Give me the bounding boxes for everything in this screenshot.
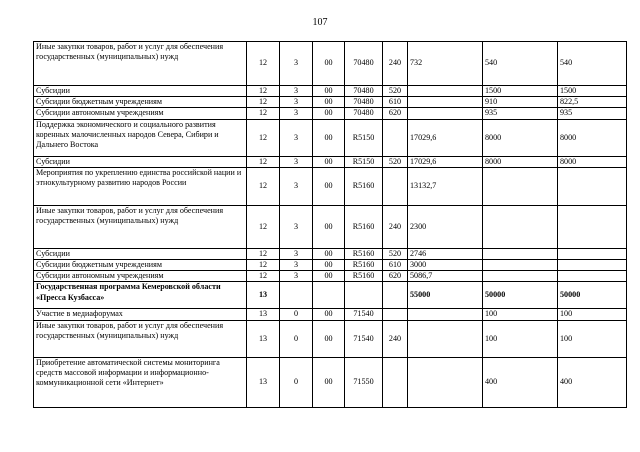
amount-year-1: 2746 [408, 248, 483, 259]
program-code: 00 [313, 309, 345, 320]
amount-year-2: 400 [483, 357, 558, 407]
expense-type-code: 520 [383, 156, 408, 167]
row-name: Приобретение автоматической системы мониторинга средств массовой информации и информационно-коммуникационной сети «Интернет» [34, 357, 247, 407]
row-name: Субсидии автономным учреждениям [34, 108, 247, 119]
direction-code: 70480 [345, 86, 383, 97]
row-name: Поддержка экономического и социального развития коренных малочисленных народов Севера, Сибири и Дальнего Востока [34, 119, 247, 156]
direction-code: 71540 [345, 320, 383, 357]
direction-code: R5160 [345, 205, 383, 248]
row-name: Субсидии [34, 86, 247, 97]
direction-code: R5160 [345, 271, 383, 282]
section-code: 12 [247, 97, 280, 108]
subprogram-code: 3 [280, 260, 313, 271]
amount-year-3: 8000 [558, 119, 627, 156]
amount-year-3 [558, 167, 627, 205]
subprogram-code: 3 [280, 156, 313, 167]
table-row [34, 271, 627, 282]
expense-type-code: 520 [383, 248, 408, 259]
row-name: Государственная программа Кемеровской области «Пресса Кузбасса» [34, 282, 247, 309]
subprogram-code: 3 [280, 119, 313, 156]
row-name: Участие в медиафорумах [34, 309, 247, 320]
amount-year-2 [483, 271, 558, 282]
subprogram-code: 0 [280, 309, 313, 320]
table-row [34, 42, 627, 86]
expense-type-code: 610 [383, 97, 408, 108]
subprogram-code: 3 [280, 205, 313, 248]
amount-year-2: 540 [483, 42, 558, 86]
amount-year-1: 2300 [408, 205, 483, 248]
expense-type-code: 620 [383, 271, 408, 282]
amount-year-3 [558, 248, 627, 259]
subprogram-code: 0 [280, 357, 313, 407]
subprogram-code: 3 [280, 108, 313, 119]
section-code: 12 [247, 167, 280, 205]
amount-year-2 [483, 260, 558, 271]
direction-code: R5150 [345, 119, 383, 156]
section-code: 12 [247, 42, 280, 86]
expense-type-code: 240 [383, 42, 408, 86]
amount-year-1 [408, 108, 483, 119]
amount-year-2: 1500 [483, 86, 558, 97]
amount-year-3: 50000 [558, 282, 627, 309]
table-row [34, 156, 627, 167]
table-row [34, 205, 627, 248]
amount-year-1 [408, 357, 483, 407]
direction-code: 70480 [345, 108, 383, 119]
program-code: 00 [313, 320, 345, 357]
amount-year-1: 3000 [408, 260, 483, 271]
page-number: 107 [312, 17, 328, 28]
section-code: 13 [247, 282, 280, 309]
section-code: 12 [247, 205, 280, 248]
section-code: 12 [247, 271, 280, 282]
row-name: Иные закупки товаров, работ и услуг для обеспечения государственных (муниципальных) нужд [34, 320, 247, 357]
expense-type-code [383, 357, 408, 407]
budget-table [33, 41, 627, 408]
section-code: 12 [247, 119, 280, 156]
direction-code: R5160 [345, 248, 383, 259]
direction-code: 71540 [345, 309, 383, 320]
row-name: Иные закупки товаров, работ и услуг для обеспечения государственных (муниципальных) нужд [34, 205, 247, 248]
table-row [34, 86, 627, 97]
row-name: Субсидии [34, 248, 247, 259]
section-code: 13 [247, 309, 280, 320]
amount-year-1 [408, 97, 483, 108]
section-code: 12 [247, 156, 280, 167]
amount-year-3: 935 [558, 108, 627, 119]
amount-year-1 [408, 320, 483, 357]
section-code: 13 [247, 320, 280, 357]
table-row [34, 320, 627, 357]
table-row [34, 357, 627, 407]
direction-code: 70480 [345, 42, 383, 86]
amount-year-3 [558, 205, 627, 248]
expense-type-code [383, 167, 408, 205]
table-row [34, 260, 627, 271]
table-row [34, 119, 627, 156]
direction-code: 71550 [345, 357, 383, 407]
section-code: 13 [247, 357, 280, 407]
amount-year-2 [483, 167, 558, 205]
program-code: 00 [313, 42, 345, 86]
amount-year-3 [558, 260, 627, 271]
amount-year-2: 8000 [483, 119, 558, 156]
direction-code: R5160 [345, 167, 383, 205]
subprogram-code: 3 [280, 86, 313, 97]
amount-year-2: 50000 [483, 282, 558, 309]
program-code: 00 [313, 108, 345, 119]
expense-type-code: 620 [383, 108, 408, 119]
row-name: Субсидии автономным учреждениям [34, 271, 247, 282]
subprogram-code: 3 [280, 271, 313, 282]
subprogram-code: 3 [280, 167, 313, 205]
expense-type-code [383, 282, 408, 309]
section-code: 12 [247, 260, 280, 271]
amount-year-3: 400 [558, 357, 627, 407]
subprogram-code: 3 [280, 42, 313, 86]
program-code: 00 [313, 119, 345, 156]
section-code: 12 [247, 248, 280, 259]
row-name: Субсидии бюджетным учреждениям [34, 97, 247, 108]
subprogram-code: 0 [280, 320, 313, 357]
row-name: Субсидии [34, 156, 247, 167]
table-row [34, 97, 627, 108]
amount-year-2: 8000 [483, 156, 558, 167]
amount-year-2: 935 [483, 108, 558, 119]
amount-year-1: 55000 [408, 282, 483, 309]
expense-type-code: 240 [383, 205, 408, 248]
amount-year-1: 732 [408, 42, 483, 86]
program-code: 00 [313, 156, 345, 167]
subprogram-code: 3 [280, 97, 313, 108]
table-row [34, 108, 627, 119]
program-code: 00 [313, 271, 345, 282]
row-name: Субсидии бюджетным учреждениям [34, 260, 247, 271]
amount-year-2 [483, 205, 558, 248]
expense-type-code: 520 [383, 86, 408, 97]
table-row [34, 282, 627, 309]
direction-code: R5160 [345, 260, 383, 271]
amount-year-1: 17029,6 [408, 119, 483, 156]
amount-year-2: 910 [483, 97, 558, 108]
program-code [313, 282, 345, 309]
program-code: 00 [313, 205, 345, 248]
expense-type-code [383, 309, 408, 320]
amount-year-1: 13132,7 [408, 167, 483, 205]
table-row [34, 167, 627, 205]
table-row [34, 309, 627, 320]
subprogram-code: 3 [280, 248, 313, 259]
amount-year-3: 100 [558, 309, 627, 320]
expense-type-code [383, 119, 408, 156]
section-code: 12 [247, 86, 280, 97]
amount-year-1: 5086,7 [408, 271, 483, 282]
program-code: 00 [313, 86, 345, 97]
direction-code [345, 282, 383, 309]
amount-year-2 [483, 248, 558, 259]
expense-type-code: 610 [383, 260, 408, 271]
program-code: 00 [313, 260, 345, 271]
amount-year-1: 17029,6 [408, 156, 483, 167]
program-code: 00 [313, 167, 345, 205]
amount-year-3: 1500 [558, 86, 627, 97]
amount-year-3: 822,5 [558, 97, 627, 108]
amount-year-1 [408, 86, 483, 97]
direction-code: R5150 [345, 156, 383, 167]
amount-year-2: 100 [483, 320, 558, 357]
subprogram-code [280, 282, 313, 309]
amount-year-3: 100 [558, 320, 627, 357]
direction-code: 70480 [345, 97, 383, 108]
expense-type-code: 240 [383, 320, 408, 357]
row-name: Мероприятия по укреплению единства российской нации и этнокультурному развитию народов России [34, 167, 247, 205]
program-code: 00 [313, 248, 345, 259]
amount-year-3: 540 [558, 42, 627, 86]
amount-year-1 [408, 309, 483, 320]
program-code: 00 [313, 97, 345, 108]
table-row [34, 248, 627, 259]
amount-year-2: 100 [483, 309, 558, 320]
program-code: 00 [313, 357, 345, 407]
amount-year-3 [558, 271, 627, 282]
row-name: Иные закупки товаров, работ и услуг для обеспечения государственных (муниципальных) нужд [34, 42, 247, 86]
amount-year-3: 8000 [558, 156, 627, 167]
section-code: 12 [247, 108, 280, 119]
